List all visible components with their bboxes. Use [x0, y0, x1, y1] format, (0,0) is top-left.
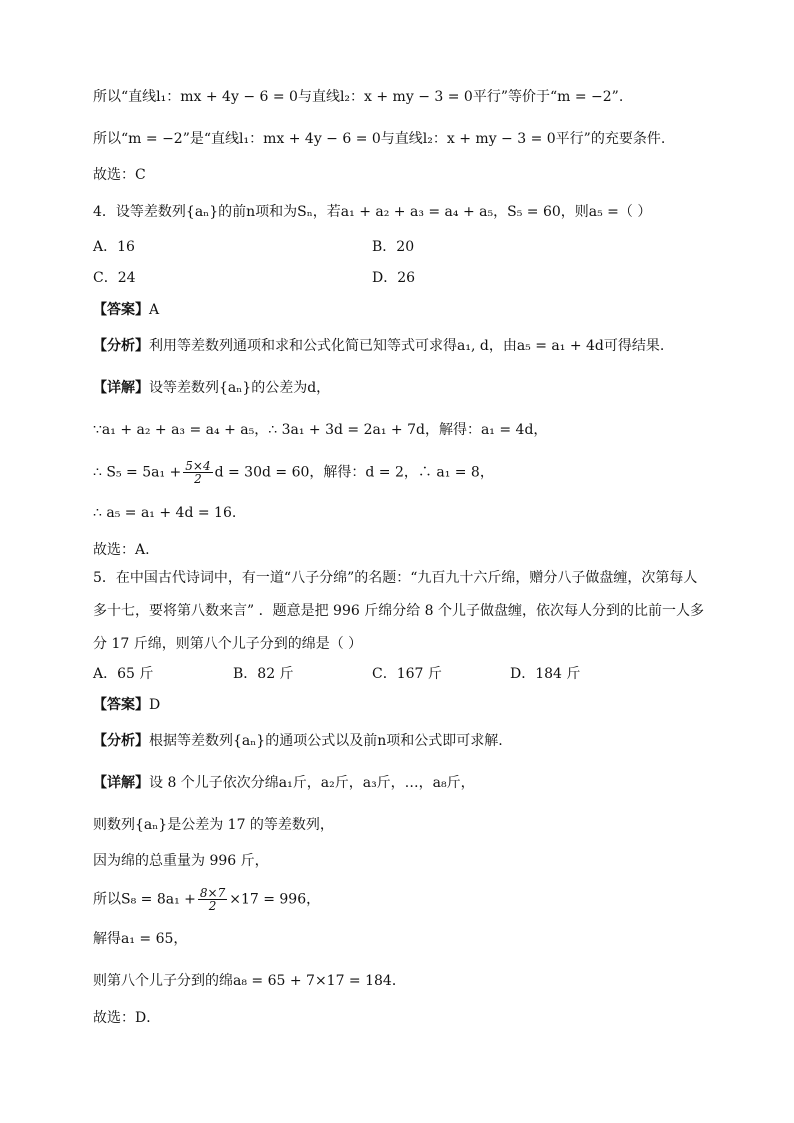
solution-5-step-5: 则第八个儿子分到的绵a₈ = 65 + 7×17 = 184．: [93, 973, 406, 989]
formula-part: d = 30d = 60，解得：d = 2，∴ a₁ = 8，: [214, 464, 494, 481]
text-line: 所以“m = −2”是“直线l₁：mx + 4y − 6 = 0与直线l₂：x + my − 3 = 0平行”的充要条件.: [93, 131, 666, 147]
text-line: 所以“直线l₁：mx + 4y − 6 = 0与直线l₂：x + my − 3 = 0平行”等价于“m = −2”.: [93, 89, 624, 105]
detail-text: 设等差数列{aₙ}的公差为d，: [149, 380, 331, 396]
formula-part: ×17 = 996，: [229, 891, 321, 908]
answer-5: [93, 695, 734, 715]
question-4-option-c: C．24: [93, 270, 136, 286]
solution-5-step-3: [93, 887, 734, 912]
text-line: 故选：C: [93, 167, 146, 183]
question-5-stem-line-3: 分 17 斤绵，则第八个儿子分到的绵是（ ）: [93, 636, 363, 652]
solution-4-step-3: ∴ a₅ = a₁ + 4d = 16.: [93, 505, 237, 521]
answer-value: D: [149, 697, 161, 713]
question-4-option-b: B．20: [372, 239, 415, 255]
solution-4-step-1: ∵a₁ + a₂ + a₃ = a₄ + a₅，∴ 3a₁ + 3d = 2a₁ + 7d，解得：a₁ = 4d，: [93, 422, 548, 438]
solution-4-step-2: [93, 460, 734, 485]
fraction-denominator: 2: [208, 899, 217, 913]
question-5-option-c: C．167 斤: [372, 666, 442, 682]
fraction: [198, 887, 227, 912]
solution-5-conclusion: 故选：D．: [93, 1010, 161, 1026]
question-5-stem-line-2: 多十七，要将第八数来言” ．题意是把 996 斤绵分给 8 个儿子做盘缠，依次每人分到的比前一人多: [93, 603, 705, 619]
question-4-option-a: A．16: [93, 239, 135, 255]
answer-4: [93, 300, 734, 320]
answer-tag: 【答案】: [93, 302, 149, 318]
answer-value: A: [149, 302, 160, 318]
question-5-option-b: B．82 斤: [233, 666, 294, 682]
formula-part: 所以S₈ = 8a₁ +: [93, 891, 196, 908]
solution-5-step-4: 解得a₁ = 65，: [93, 931, 188, 947]
analysis-text: 根据等差数列{aₙ}的通项公式以及前n项和公式即可求解.: [149, 733, 503, 749]
formula-part: ∴ S₅ = 5a₁ +: [93, 464, 182, 481]
solution-5-step-1: 则数列{aₙ}是公差为 17 的等差数列，: [93, 817, 334, 833]
analysis-tag: 【分析】: [93, 733, 149, 749]
detail-4: [93, 378, 734, 398]
analysis-tag: 【分析】: [93, 338, 149, 354]
fraction-denominator: 2: [194, 472, 202, 486]
analysis-5: [93, 731, 734, 751]
fraction-numerator: 5×4: [185, 459, 211, 473]
detail-tag: 【详解】: [93, 380, 149, 396]
analysis-4: [93, 336, 734, 356]
question-5-option-a: A．65 斤: [93, 666, 154, 682]
solution-5-step-2: 因为绵的总重量为 996 斤，: [93, 853, 269, 869]
question-4-stem: 4．设等差数列{aₙ}的前n项和为Sₙ，若a₁ + a₂ + a₃ = a₄ + a₅，S₅ = 60，则a₅ =（ ）: [93, 204, 652, 220]
question-4-option-d: D．26: [372, 270, 416, 286]
detail-text: 设 8 个儿子依次分绵a₁斤，a₂斤，a₃斤，…，a₈斤，: [149, 775, 475, 791]
fraction-numerator: 8×7: [199, 886, 226, 900]
answer-tag: 【答案】: [93, 697, 149, 713]
question-5-option-d: D．184 斤: [510, 666, 581, 682]
analysis-text: 利用等差数列通项和求和公式化简已知等式可求得a₁, d，由a₅ = a₁ + 4d可得结果.: [149, 338, 665, 354]
solution-4-conclusion: 故选：A.: [93, 542, 150, 558]
question-5-stem-line-1: 5．在中国古代诗词中，有一道“八子分绵”的名题：“九百九十六斤绵，赠分八子做盘缠，次第每人: [93, 570, 698, 586]
detail-5: [93, 773, 734, 793]
detail-tag: 【详解】: [93, 775, 149, 791]
fraction: [183, 460, 212, 485]
